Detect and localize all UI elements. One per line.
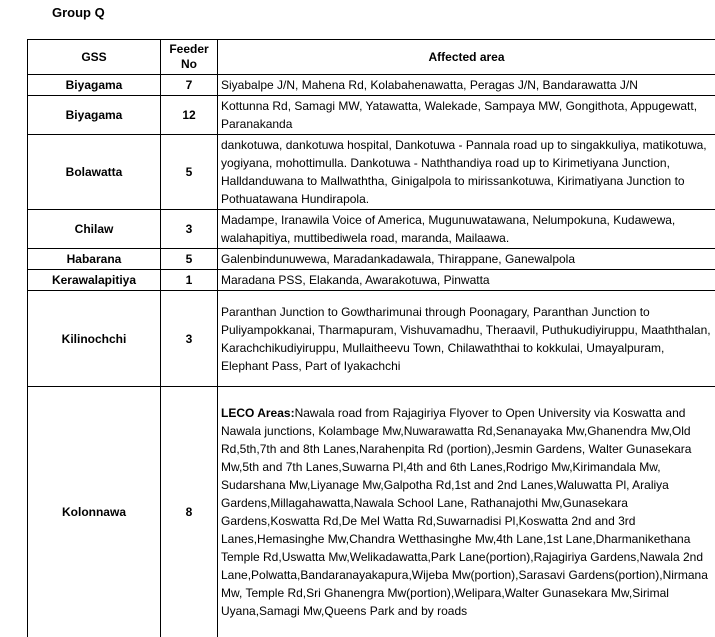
gss-cell: Kerawalapitiya [28,270,161,291]
table-row [28,387,715,637]
affected-area-cell: Galenbindunuwewa, Maradankadawala, Thirappane, Ganewalpola [218,249,715,270]
gss-cell: Biyagama [28,96,161,135]
affected-area-cell: Paranthan Junction to Gowtharimunai through Poonagary, Paranthan Junction to Puliyampokkanai, Tharmapuram, Vishuvamadhu, Theraavil, Puthukudiyiruppu, Maaththalan, Karachchikudiyiruppu, Mullaitheevu Town, Chilawaththai to kokkulai, Umayalpuram, Elephant Pass, Part of Iyakachchi [218,291,715,387]
table-row [28,210,715,249]
header-feeder-no: Feeder No [161,40,218,75]
gss-cell: Kilinochchi [28,291,161,387]
feeder-cell: 8 [161,387,218,637]
feeder-cell: 7 [161,75,218,96]
feeder-cell: 5 [161,135,218,210]
gss-cell: Habarana [28,249,161,270]
table-row [28,96,715,135]
header-gss: GSS [28,40,161,75]
leco-areas-label: LECO Areas: [221,406,295,420]
header-affected-area: Affected area [218,40,715,75]
affected-area-cell: Siyabalpe J/N, Mahena Rd, Kolabahenawatta, Peragas J/N, Bandarawatta J/N [218,75,715,96]
feeder-cell: 12 [161,96,218,135]
gss-cell: Bolawatta [28,135,161,210]
affected-area-cell: Kottunna Rd, Samagi MW, Yatawatta, Walekade, Sampaya MW, Gongithota, Appugewatt, Paranakanda [218,96,715,135]
table-row [28,135,715,210]
group-title: Group Q [52,5,105,20]
table-row [28,249,715,270]
gss-cell: Biyagama [28,75,161,96]
affected-areas-table [27,39,715,637]
feeder-cell: 3 [161,291,218,387]
feeder-cell: 3 [161,210,218,249]
table-row [28,291,715,387]
leco-areas-text: Nawala road from Rajagiriya Flyover to Open University via Koswatta and Nawala junctions, Kolambage Mw,Nuwarawatta Rd,Senanayaka Mw,Ghanendra Mw,Old Rd,5th,7th and 8th Lanes,Narahenpita Rd (portion),Jesmin Gardens, Walter Gunasekara Mw,5th and 7th Lanes,Suwarna Pl,4th and 6th Lanes,Rodrigo Mw,Kirimandala Mw, Sudarshana Mw,Liyanage Mw,Galpotha Rd,1st and 2nd Lanes,Waluwatta Pl, Araliya Gardens,Millagahawatta,Nawala School Lane, Rathanajothi Mw,Gunasekara Gardens,Koswatta Rd,De Mel Watta Rd,Suwarnadisi Pl,Koswatta 2nd and 3rd Lanes,Hemasinghe Mw,Chandra Wetthasinghe Mw,4th Lane,1st Lane,Dharmanikethana Temple Rd,Uswatta Mw,Welikadawatta,Park Lane(portion),Rajagiriya Gardens,Nawala 2nd Lane,Polwatta,Bandaranayakapura,Wijeba Mw(portion),Sarasavi Gardens(portion),Nirmana Mw, Temple Rd,Sri Ghanengra Mw(portion),Welipara,Walter Gunasekara Mw,Sirimal Uyana,Samagi Mw,Queens Park and by roads [221,406,708,618]
affected-area-cell: dankotuwa, dankotuwa hospital, Dankotuwa - Pannala road up to singakkuliya, matikotuwa, yogiyana, mohottimulla. Dankotuwa - Naththandiya road up to Kirimetiyana Junction, Halldanduwana to Mallwaththa, Ginigalpola to mirissankotuwa, Kirimatiyana Junction to Pothuatawana Hundirapola. [218,135,715,210]
gss-cell: Kolonnawa [28,387,161,637]
feeder-cell: 5 [161,249,218,270]
affected-area-cell: Maradana PSS, Elakanda, Awarakotuwa, Pinwatta [218,270,715,291]
table-row [28,270,715,291]
affected-area-cell: Madampe, Iranawila Voice of America, Mugunuwatawana, Nelumpokuna, Kudawewa, walahapitiya, muttibediwela road, maranda, Mailaawa. [218,210,715,249]
affected-area-cell [218,387,715,637]
table-header-row [28,40,715,75]
table-row [28,75,715,96]
gss-cell: Chilaw [28,210,161,249]
feeder-cell: 1 [161,270,218,291]
